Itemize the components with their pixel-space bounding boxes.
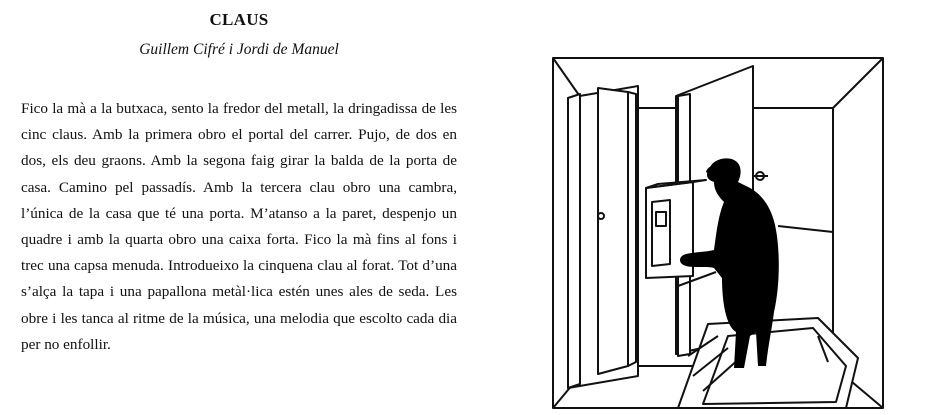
illustration-man-opening-safe — [528, 36, 908, 412]
story-authors: Guillem Cifré i Jordi de Manuel — [139, 41, 339, 58]
cabinet-door — [598, 88, 628, 374]
story-text: Fico la mà a la butxaca, sento la fredor del metall, la dringadissa de les cinc claus. Amb la primera obro el portal del carrer. Pujo, de dos en dos, els deu graons. Amb la segona faig girar la balda de la porta de casa. Camino pel passadís. Amb la tercera clau obro una cambra, l’única de la casa que té una porta. M’atanso a la paret, despenjo un quadre i amb la quarta obro una caixa forta. Fico la mà fins al fons i trec una capsa menuda. Introdueixo la cinquena clau al forat. Tot d’una s’alça la tapa i una papallona metàl·lica estén unes ales de seda. Les obre i les tanca al ritme de la música, una melodia que escolto cada dia per no enfollir. — [21, 100, 457, 353]
story-title: CLAUS — [209, 10, 269, 29]
